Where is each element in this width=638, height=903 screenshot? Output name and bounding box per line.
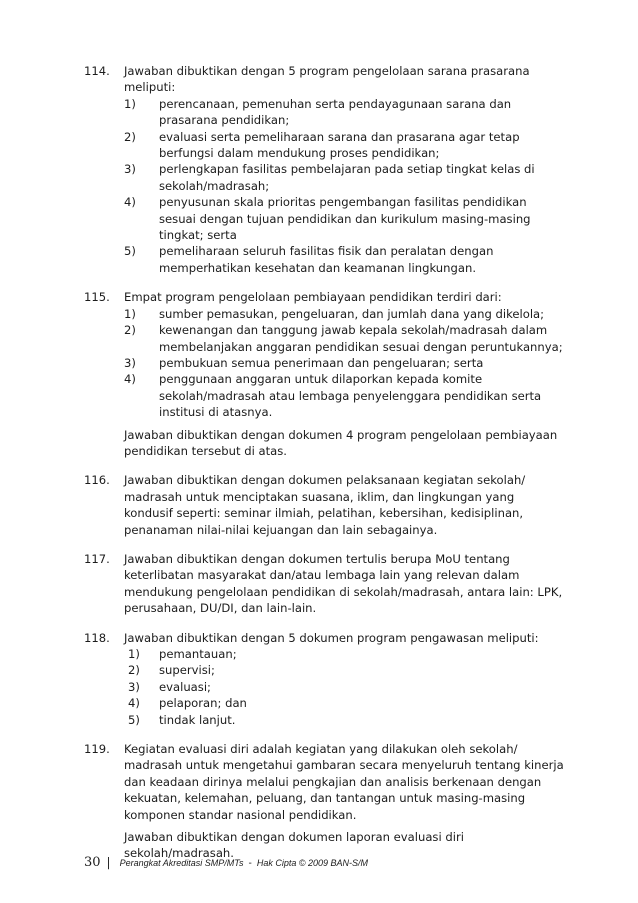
sub-list (124, 96, 564, 276)
list-item (124, 695, 564, 711)
list-number: 3) (124, 162, 136, 177)
answer-item-118 (84, 630, 564, 728)
list-text: pembukuan semua penerimaan dan pengeluaran; serta (159, 355, 484, 370)
list-text: pemeliharaan seluruh fasilitas fisik dan peralatan dengan memperhatikan kesehatan dan keamanan lingkungan. (159, 244, 494, 275)
list-item (124, 371, 564, 420)
item-number: 118. (84, 630, 110, 645)
sub-list (124, 646, 564, 728)
list-text: perlengkapan fasilitas pembelajaran pada setiap tingkat kelas di sekolah/madrasah; (159, 162, 535, 193)
item-number: 114. (84, 64, 110, 78)
answer-item-119 (84, 741, 564, 862)
list-item (124, 322, 564, 355)
list-number: 1) (124, 306, 136, 321)
item-body (124, 741, 564, 862)
item-intro: Jawaban dibuktikan dengan 5 dokumen program pengawasan meliputi: (124, 630, 539, 645)
list-text: supervisi; (159, 663, 215, 678)
list-text: pemantauan; (159, 647, 237, 661)
list-item (124, 306, 564, 322)
footer-separator: | (106, 855, 111, 869)
answer-item-117 (84, 551, 564, 617)
item-body (124, 289, 564, 459)
list-item (124, 194, 564, 243)
item-conclusion: Jawaban dibuktikan dengan dokumen 4 program pengelolaan pembiayaan pendidikan tersebut di atas. (124, 427, 558, 458)
item-intro: Jawaban dibuktikan dengan dokumen pelaksanaan kegiatan sekolah/ madrasah untuk menciptakan suasana, iklim, dan lingkungan yang kondusif seperti: seminar ilmiah, pelatihan, kebersihan, kedisiplinan, penanaman nilai-nilai kejuangan dan lain sebagainya. (124, 473, 526, 537)
footer-book-title: Perangkat Akreditasi SMP/MTs (119, 858, 244, 868)
list-number: 4) (124, 195, 136, 210)
item-body (124, 63, 564, 276)
answer-item-116 (84, 472, 564, 538)
footer-copyright: Hak Cipta © 2009 BAN-S/M (256, 858, 369, 868)
list-item (124, 712, 564, 728)
list-item (124, 161, 564, 194)
footer-dash: - (248, 858, 252, 869)
list-number: 4) (124, 372, 136, 387)
item-conclusion: Jawaban dibuktikan dengan dokumen laporan evaluasi diri sekolah/madrasah. (124, 830, 464, 861)
list-number: 2) (124, 129, 136, 144)
list-number: 1) (128, 647, 140, 661)
list-text: pelaporan; dan (159, 696, 247, 711)
item-number: 119. (84, 742, 110, 757)
list-item (124, 355, 564, 371)
item-intro: Jawaban dibuktikan dengan dokumen tertulis berupa MoU tentang keterlibatan masyarakat dan/atau lembaga lain yang relevan dalam mendukung pengelolaan pendidikan di sekolah/madrasah, antara lain: LPK, perusahaan, DU/DI, dan lain-lain. (124, 551, 563, 616)
list-text: perencanaan, pemenuhan serta pendayagunaan sarana dan prasarana pendidikan; (159, 96, 512, 128)
list-number: 2) (128, 663, 140, 678)
item-intro: Jawaban dibuktikan dengan 5 program pengelolaan sarana prasarana meliputi: (124, 64, 530, 95)
list-number: 5) (128, 712, 140, 727)
list-item (124, 646, 564, 662)
sub-list (124, 306, 564, 421)
item-body (124, 630, 564, 728)
list-text: penyusunan skala prioritas pengembangan fasilitas pendidikan sesuai dengan tujuan pendidikan dan kurikulum masing-masing tingkat; serta (159, 195, 531, 243)
item-number: 116. (84, 473, 110, 488)
item-intro: Empat program pengelolaan pembiayaan pendidikan terdiri dari: (124, 290, 502, 305)
item-body (124, 551, 564, 617)
list-text: kewenangan dan tanggung jawab kepala sekolah/madrasah dalam membelanjakan anggaran pendidikan sesuai dengan peruntukannya; (159, 323, 563, 354)
list-item (124, 662, 564, 678)
item-number: 117. (84, 551, 110, 566)
list-number: 4) (128, 696, 140, 711)
list-number: 3) (128, 679, 140, 694)
page-footer (84, 855, 368, 870)
list-text: evaluasi serta pemeliharaan sarana dan prasarana agar tetap berfungsi dalam mendukung proses pendidikan; (159, 129, 520, 161)
list-item (124, 243, 564, 276)
list-item (124, 679, 564, 695)
item-number: 115. (84, 290, 110, 305)
list-text: tindak lanjut. (159, 712, 236, 727)
list-number: 1) (124, 96, 136, 111)
answer-list (84, 63, 564, 875)
page-number: 30 (84, 855, 101, 870)
list-number: 3) (124, 355, 136, 370)
answer-item-115 (84, 289, 564, 459)
answer-item-114 (84, 63, 564, 276)
list-text: sumber pemasukan, pengeluaran, dan jumlah dana yang dikelola; (159, 306, 545, 321)
list-item (124, 96, 564, 129)
item-intro: Kegiatan evaluasi diri adalah kegiatan yang dilakukan oleh sekolah/ madrasah untuk mengetahui gambaran secara menyeluruh tentang kinerja dan keadaan dirinya melalui pengkajian dan analisis berkenaan dengan kekuatan, kelemahan, peluang, dan tantangan untuk masing-masing komponen standar nasional pendidikan. (124, 742, 564, 822)
list-text: evaluasi; (159, 679, 211, 694)
list-text: penggunaan anggaran untuk dilaporkan kepada komite sekolah/madrasah atau lembaga penyelenggara pendidikan serta institusi di atasnya. (159, 372, 542, 420)
list-number: 2) (124, 323, 136, 338)
list-number: 5) (124, 244, 136, 259)
item-body (124, 472, 564, 538)
list-item (124, 129, 564, 162)
